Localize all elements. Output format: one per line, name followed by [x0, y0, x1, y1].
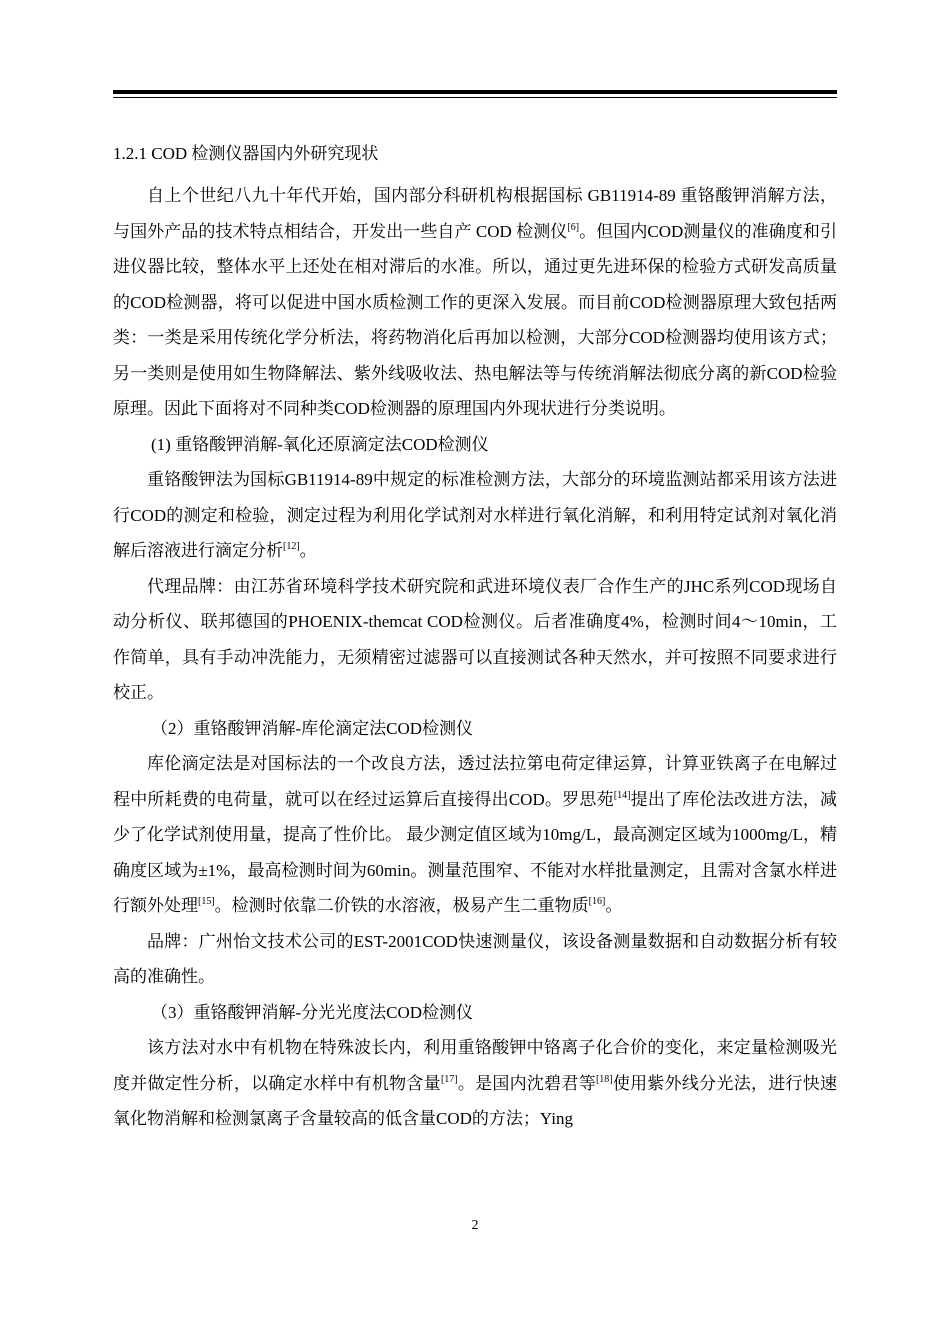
- citation-ref: [14]: [613, 789, 631, 801]
- paragraph-spectrophotometry: 该方法对水中有机物在特殊波长内，利用重铬酸钾中铬离子化合价的变化，来定量检测吸光度并做定性分析，以确定水样中有机物含量[17]。是国内沈碧君等[18]使用紫外线分光法，进行快速氧化物消解和检测氯离子含量较高的低含量COD的方法；Ying: [113, 1038, 838, 1128]
- page-number: 2: [471, 1218, 479, 1233]
- citation-ref: [15]: [198, 896, 215, 907]
- citation-ref: [6]: [567, 221, 580, 233]
- paragraph-intro: 自上个世纪八九十年代开始，国内部分科研机构根据国标 GB11914-89 重铬酸钾消解方法，与国外产品的技术特点相结合，开发出一些自产 COD 检测仪[6]。但国内COD测量仪的准确度和引进仪器比较，整体水平上还处在相对滞后的水准。所以，通过更先进环保的检验方式研发高质量的COD检测器，将可以促进中国水质检测工作的更深入发展。而目前COD检测器原理大致包括两类：一类是采用传统化学分析法，将药物消化后再加以检测，大部分COD检测器均使用该方式；另一类则是使用如生物降解法、紫外线吸收法、热电解法等与传统消解法彻底分离的新COD检验原理。因此下面将对不同种类COD检测器的原理国内外现状进行分类说明。: [113, 186, 837, 418]
- paragraph-brand-est: 品牌：广州怡文技术公司的EST-2001COD快速测量仪，该设备测量数据和自动数据分析有较高的准确性。: [113, 931, 837, 986]
- header-rule-thick: [113, 90, 837, 94]
- subheading-redox-titration: (1) 重铬酸钾消解-氧化还原滴定法COD检测仪: [151, 434, 489, 454]
- page-body: [113, 136, 837, 1137]
- section-heading: 1.2.1 COD 检测仪器国内外研究现状: [113, 144, 379, 163]
- paragraph-redox-titration: 重铬酸钾法为国标GB11914-89中规定的标准检测方法，大部分的环境监测站都采用该方法进行COD的测定和检验，测定过程为利用化学试剂对水样进行氧化消解，和利用特定试剂对氧化消解后溶液进行滴定分析[12]。: [113, 470, 837, 560]
- citation-ref: [16]: [588, 896, 606, 907]
- header-rule-thin: [113, 97, 837, 98]
- paragraph-coulometric: 库伦滴定法是对国标法的一个改良方法，透过法拉第电荷定律运算，计算亚铁离子在电解过程中所耗费的电荷量，就可以在经过运算后直接得出COD。罗思苑[14]提出了库伦法改进方法，减少了化学试剂使用量，提高了性价比。 最少测定值区域为10mg/L，最高测定区域为1000mg/L，精确度区域为±1%，最高检测时间为60min。测量范围窄、不能对水样批量测定，且需对含氯水样进行额外处理[15]。检测时依靠二价铁的水溶液，极易产生二重物质[16]。: [113, 754, 837, 915]
- subheading-spectrophotometry: （3）重铬酸钾消解-分光光度法COD检测仪: [151, 1002, 474, 1022]
- paragraph-agent-brands: 代理品牌：由江苏省环境科学技术研究院和武进环境仪表厂合作生产的JHC系列COD现场自动分析仪、联邦德国的PHOENIX-themcat COD检测仪。后者准确度4%，检测时间4～10min，工作简单，具有手动冲洗能力，无须精密过滤器可以直接测试各种天然水，并可按照不同要求进行校正。: [113, 576, 837, 702]
- citation-ref: [12]: [283, 541, 300, 552]
- citation-ref: [18]: [595, 1073, 613, 1085]
- citation-ref: [17]: [440, 1073, 458, 1085]
- subheading-coulometric: （2）重铬酸钾消解-库伦滴定法COD检测仪: [151, 718, 474, 738]
